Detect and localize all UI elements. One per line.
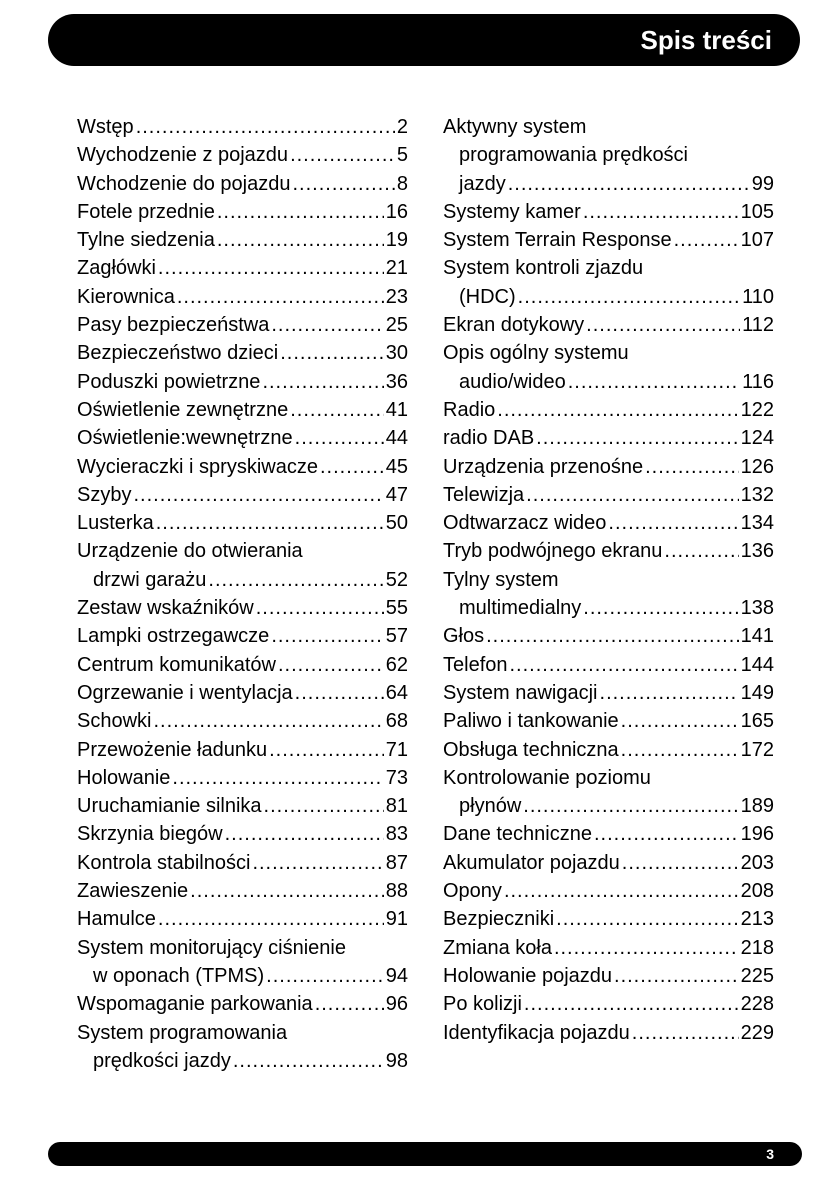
toc-dot-leader bbox=[594, 820, 739, 848]
toc-entry-title: System programowania bbox=[77, 1021, 288, 1044]
toc-page-number: 94 bbox=[385, 964, 408, 987]
toc-dot-leader bbox=[664, 537, 738, 565]
toc-dot-leader bbox=[504, 877, 739, 905]
toc-entry-title: programowania prędkości bbox=[459, 144, 689, 167]
toc-page-number: 52 bbox=[385, 568, 408, 591]
toc-entry[interactable] bbox=[443, 962, 774, 990]
toc-entry-title: Poduszki powietrzne bbox=[77, 370, 261, 393]
toc-page-number: 105 bbox=[740, 200, 774, 223]
toc-entry-title: Opony bbox=[443, 880, 502, 903]
toc-entry[interactable] bbox=[443, 651, 774, 679]
toc-entry-title: Holowanie bbox=[77, 766, 171, 789]
toc-page-number: 144 bbox=[740, 653, 774, 676]
toc-entry[interactable] bbox=[443, 736, 774, 764]
toc-entry[interactable] bbox=[443, 198, 774, 226]
toc-dot-leader bbox=[177, 283, 384, 311]
toc-entry[interactable] bbox=[443, 707, 774, 735]
toc-entry-title: Przewożenie ładunku bbox=[77, 738, 268, 761]
toc-entry[interactable] bbox=[77, 424, 408, 452]
toc-page-number: 229 bbox=[740, 1021, 774, 1044]
toc-page-number: 203 bbox=[740, 851, 774, 874]
toc-entry[interactable] bbox=[443, 254, 774, 311]
toc-entry-title: Zmiana koła bbox=[443, 936, 552, 959]
toc-entry[interactable] bbox=[443, 622, 774, 650]
toc-dot-leader bbox=[264, 792, 384, 820]
toc-page-number: 44 bbox=[385, 427, 408, 450]
toc-entry-title: Lusterka bbox=[77, 512, 154, 535]
toc-entry-title: System nawigacji bbox=[443, 681, 598, 704]
toc-entry[interactable] bbox=[77, 396, 408, 424]
toc-dot-leader bbox=[554, 934, 739, 962]
toc-dot-leader bbox=[225, 820, 384, 848]
toc-page-number: 45 bbox=[385, 455, 408, 478]
toc-dot-leader bbox=[290, 141, 395, 169]
toc-entry[interactable] bbox=[77, 764, 408, 792]
toc-dot-leader bbox=[568, 368, 740, 396]
toc-entry[interactable] bbox=[77, 792, 408, 820]
toc-entry-title: System Terrain Response bbox=[443, 229, 672, 252]
toc-dot-leader bbox=[295, 424, 384, 452]
toc-dot-leader bbox=[320, 453, 384, 481]
toc-page-number: 81 bbox=[385, 795, 408, 818]
toc-entry[interactable] bbox=[77, 651, 408, 679]
toc-dot-leader bbox=[674, 226, 739, 254]
toc-page-number: 116 bbox=[742, 370, 774, 393]
toc-page-number: 107 bbox=[740, 229, 774, 252]
toc-entry-title: Tylny system bbox=[443, 568, 559, 591]
toc-dot-leader bbox=[518, 283, 740, 311]
toc-page-number: 196 bbox=[740, 823, 774, 846]
toc-page-number: 132 bbox=[740, 483, 774, 506]
toc-page-number: 64 bbox=[385, 681, 408, 704]
toc-entry[interactable] bbox=[443, 849, 774, 877]
toc-entry-title: Urządzenia przenośne bbox=[443, 455, 644, 478]
toc-entry-title: Centrum komunikatów bbox=[77, 653, 276, 676]
toc-entry-title: Kontrolowanie poziomu bbox=[443, 766, 651, 789]
toc-dot-leader bbox=[523, 792, 738, 820]
toc-dot-leader bbox=[271, 311, 383, 339]
toc-entry-title: Odtwarzacz wideo bbox=[443, 512, 607, 535]
toc-entry[interactable] bbox=[77, 1019, 408, 1076]
toc-entry-title: Szyby bbox=[77, 483, 132, 506]
toc-page-number: 62 bbox=[385, 653, 408, 676]
toc-page-number: 149 bbox=[740, 681, 774, 704]
toc-entry-title: Ekran dotykowy bbox=[443, 314, 585, 337]
toc-entry[interactable] bbox=[443, 509, 774, 537]
toc-page-number: 126 bbox=[740, 455, 774, 478]
toc-entry-title: Identyfikacja pojazdu bbox=[443, 1021, 630, 1044]
toc-dot-leader bbox=[208, 566, 383, 594]
toc-entry-title: Obsługa techniczna bbox=[443, 738, 619, 761]
toc-right-column bbox=[443, 113, 774, 1047]
toc-entry-title: Holowanie pojazdu bbox=[443, 964, 613, 987]
toc-entry-title: Oświetlenie:wewnętrzne bbox=[77, 427, 293, 450]
toc-page-number: 68 bbox=[385, 710, 408, 733]
toc-entry-title: Fotele przednie bbox=[77, 200, 215, 223]
toc-entry-title: Kontrola stabilności bbox=[77, 851, 251, 874]
toc-page-number: 83 bbox=[385, 823, 408, 846]
toc-entry[interactable] bbox=[443, 424, 774, 452]
toc-page-number: 57 bbox=[385, 625, 408, 648]
toc-entry-title: System kontroli zjazdu bbox=[443, 257, 644, 280]
toc-entry[interactable] bbox=[77, 537, 408, 594]
toc-entry[interactable] bbox=[443, 905, 774, 933]
toc-page-number: 71 bbox=[385, 738, 408, 761]
toc-dot-leader bbox=[153, 707, 383, 735]
toc-dot-leader bbox=[262, 368, 383, 396]
toc-dot-leader bbox=[158, 254, 384, 282]
toc-dot-leader bbox=[632, 1019, 739, 1047]
page-number: 3 bbox=[766, 1146, 774, 1162]
toc-dot-leader bbox=[217, 198, 384, 226]
toc-page-number: 50 bbox=[385, 512, 408, 535]
toc-dot-leader bbox=[252, 849, 383, 877]
toc-dot-leader bbox=[233, 1047, 384, 1075]
toc-page-number: 23 bbox=[385, 285, 408, 308]
toc-dot-leader bbox=[497, 396, 738, 424]
toc-dot-leader bbox=[256, 594, 384, 622]
toc-entry[interactable] bbox=[443, 396, 774, 424]
toc-entry-title: Wchodzenie do pojazdu bbox=[77, 172, 291, 195]
toc-entry-title: Wycieraczki i spryskiwacze bbox=[77, 455, 318, 478]
toc-entry-title: Radio bbox=[443, 398, 496, 421]
toc-entry[interactable] bbox=[77, 311, 408, 339]
toc-page-number: 172 bbox=[740, 738, 774, 761]
toc-entry-title: płynów bbox=[459, 795, 522, 818]
toc-dot-leader bbox=[271, 622, 383, 650]
toc-dot-leader bbox=[172, 764, 383, 792]
toc-entry-title: Dane techniczne bbox=[443, 823, 592, 846]
toc-page-number: 19 bbox=[385, 229, 408, 252]
toc-entry[interactable] bbox=[77, 141, 408, 169]
toc-entry-title: Akumulator pojazdu bbox=[443, 851, 620, 874]
toc-dot-leader bbox=[614, 962, 739, 990]
toc-entry-title: System monitorujący ciśnienie bbox=[77, 936, 346, 959]
toc-entry[interactable] bbox=[443, 820, 774, 848]
toc-page-number: 141 bbox=[740, 625, 774, 648]
toc-dot-leader bbox=[622, 849, 739, 877]
toc-page-number: 124 bbox=[740, 427, 774, 450]
toc-dot-leader bbox=[136, 113, 395, 141]
toc-entry-title: Schowki bbox=[77, 710, 152, 733]
toc-dot-leader bbox=[156, 509, 384, 537]
toc-dot-leader bbox=[280, 339, 384, 367]
toc-page-number: 73 bbox=[385, 766, 408, 789]
toc-page-number: 47 bbox=[385, 483, 408, 506]
toc-entry[interactable] bbox=[77, 283, 408, 311]
toc-dot-leader bbox=[315, 990, 384, 1018]
toc-entry[interactable] bbox=[77, 113, 408, 141]
toc-page-number: 87 bbox=[385, 851, 408, 874]
toc-page-number: 225 bbox=[740, 964, 774, 987]
toc-page-number: 16 bbox=[385, 200, 408, 223]
toc-page-number: 2 bbox=[396, 116, 408, 138]
toc-dot-leader bbox=[586, 311, 740, 339]
toc-dot-leader bbox=[536, 424, 738, 452]
toc-entry-title: prędkości jazdy bbox=[93, 1049, 231, 1072]
toc-dot-leader bbox=[158, 905, 384, 933]
toc-page-number: 21 bbox=[385, 257, 408, 280]
toc-entry[interactable] bbox=[77, 736, 408, 764]
toc-dot-leader bbox=[269, 736, 384, 764]
toc-entry-title: Wychodzenie z pojazdu bbox=[77, 144, 289, 167]
toc-entry[interactable] bbox=[77, 877, 408, 905]
toc-dot-leader bbox=[608, 509, 738, 537]
toc-dot-leader bbox=[508, 170, 750, 198]
toc-entry[interactable] bbox=[77, 368, 408, 396]
toc-page-number: 96 bbox=[385, 993, 408, 1016]
toc-page-number: 36 bbox=[385, 370, 408, 393]
toc-dot-leader bbox=[583, 594, 738, 622]
toc-entry-title: Bezpieczeństwo dzieci bbox=[77, 342, 279, 365]
toc-page-number: 99 bbox=[751, 172, 774, 195]
toc-entry-title: Po kolizji bbox=[443, 993, 522, 1016]
toc-page-number: 213 bbox=[740, 908, 774, 931]
toc-page-number: 228 bbox=[740, 993, 774, 1016]
toc-entry[interactable] bbox=[443, 311, 774, 339]
toc-entry[interactable] bbox=[443, 566, 774, 623]
toc-entry[interactable] bbox=[443, 679, 774, 707]
toc-entry[interactable] bbox=[443, 339, 774, 396]
toc-dot-leader bbox=[556, 905, 738, 933]
toc-entry[interactable] bbox=[77, 820, 408, 848]
toc-dot-leader bbox=[600, 679, 739, 707]
toc-entry[interactable] bbox=[443, 226, 774, 254]
toc-page-number: 112 bbox=[742, 314, 774, 337]
toc-entry[interactable] bbox=[77, 509, 408, 537]
toc-entry[interactable] bbox=[77, 707, 408, 735]
toc-entry[interactable] bbox=[443, 934, 774, 962]
toc-dot-leader bbox=[621, 736, 739, 764]
toc-entry-title: jazdy bbox=[459, 172, 506, 195]
toc-entry-title: Systemy kamer bbox=[443, 200, 581, 223]
toc-page-number: 165 bbox=[740, 710, 774, 733]
toc-entry[interactable] bbox=[77, 990, 408, 1018]
toc-entry-title: (HDC) bbox=[459, 285, 516, 308]
toc-dot-leader bbox=[583, 198, 739, 226]
toc-entry[interactable] bbox=[77, 170, 408, 198]
toc-entry-title: Aktywny system bbox=[443, 116, 587, 138]
toc-dot-leader bbox=[645, 453, 739, 481]
toc-entry[interactable] bbox=[443, 764, 774, 821]
toc-entry-title: Telefon bbox=[443, 653, 508, 676]
toc-page-number: 136 bbox=[740, 540, 774, 563]
toc-entry[interactable] bbox=[77, 622, 408, 650]
toc-dot-leader bbox=[292, 170, 394, 198]
toc-page-number: 134 bbox=[740, 512, 774, 535]
toc-entry-title: Zawieszenie bbox=[77, 880, 189, 903]
toc-page-number: 189 bbox=[740, 795, 774, 818]
toc-page-number: 5 bbox=[396, 144, 408, 167]
toc-page-number: 98 bbox=[385, 1049, 408, 1072]
toc-page-number: 88 bbox=[385, 880, 408, 903]
toc-entry[interactable] bbox=[77, 226, 408, 254]
toc-dot-leader bbox=[190, 877, 384, 905]
toc-page-number: 8 bbox=[396, 172, 408, 195]
toc-entry[interactable] bbox=[77, 254, 408, 282]
toc-page-number: 55 bbox=[385, 597, 408, 620]
toc-entry-title: Uruchamianie silnika bbox=[77, 795, 262, 818]
toc-entry[interactable] bbox=[443, 481, 774, 509]
toc-entry-title: Wstęp bbox=[77, 116, 134, 138]
toc-page-number: 138 bbox=[740, 597, 774, 620]
toc-dot-leader bbox=[526, 481, 738, 509]
toc-entry-title: Hamulce bbox=[77, 908, 156, 931]
toc-entry[interactable] bbox=[443, 877, 774, 905]
toc-entry-title: Oświetlenie zewnętrzne bbox=[77, 398, 289, 421]
toc-page-number: 218 bbox=[740, 936, 774, 959]
toc-entry[interactable] bbox=[443, 990, 774, 1018]
toc-page-number: 110 bbox=[742, 285, 774, 308]
toc-entry[interactable] bbox=[77, 481, 408, 509]
toc-page-number: 208 bbox=[740, 880, 774, 903]
toc-page-number: 41 bbox=[385, 398, 408, 421]
toc-entry[interactable] bbox=[77, 594, 408, 622]
toc-dot-leader bbox=[621, 707, 739, 735]
toc-dot-leader bbox=[290, 396, 384, 424]
toc-entry-title: Lampki ostrzegawcze bbox=[77, 625, 270, 648]
toc-entry-title: Tylne siedzenia bbox=[77, 229, 215, 252]
toc-entry[interactable] bbox=[443, 537, 774, 565]
toc-entry-title: Skrzynia biegów bbox=[77, 823, 223, 846]
toc-entry[interactable] bbox=[77, 905, 408, 933]
footer-bar bbox=[48, 1142, 802, 1166]
toc-entry[interactable] bbox=[77, 849, 408, 877]
toc-page-number: 122 bbox=[740, 398, 774, 421]
toc-entry[interactable] bbox=[77, 198, 408, 226]
toc-entry[interactable] bbox=[77, 339, 408, 367]
toc-page-number: 30 bbox=[385, 342, 408, 365]
header-bar bbox=[48, 14, 800, 66]
toc-entry-title: w oponach (TPMS) bbox=[93, 964, 265, 987]
toc-dot-leader bbox=[133, 481, 383, 509]
toc-entry-title: drzwi garażu bbox=[93, 568, 207, 591]
toc-entry[interactable] bbox=[443, 113, 774, 198]
toc-entry-title: Opis ogólny systemu bbox=[443, 342, 629, 365]
toc-entry-title: Urządzenie do otwierania bbox=[77, 540, 303, 563]
toc-entry[interactable] bbox=[77, 679, 408, 707]
toc-entry[interactable] bbox=[77, 453, 408, 481]
toc-entry-title: Głos bbox=[443, 625, 485, 648]
toc-entry[interactable] bbox=[77, 934, 408, 991]
page-title: Spis treści bbox=[640, 25, 772, 55]
toc-entry-title: audio/wideo bbox=[459, 370, 566, 393]
toc-dot-leader bbox=[217, 226, 384, 254]
toc-entry-title: Paliwo i tankowanie bbox=[443, 710, 619, 733]
toc-dot-leader bbox=[510, 651, 739, 679]
toc-entry[interactable] bbox=[443, 453, 774, 481]
toc-entry-title: Telewizja bbox=[443, 483, 525, 506]
toc-entry-title: Ogrzewanie i wentylacja bbox=[77, 681, 293, 704]
toc-page-number: 25 bbox=[385, 314, 408, 337]
toc-entry-title: Kierownica bbox=[77, 285, 175, 308]
toc-dot-leader bbox=[295, 679, 384, 707]
toc-entry-title: Pasy bezpieczeństwa bbox=[77, 314, 270, 337]
toc-entry-title: multimedialny bbox=[459, 597, 582, 620]
toc-entry-title: Bezpieczniki bbox=[443, 908, 555, 931]
toc-dot-leader bbox=[266, 962, 384, 990]
toc-entry-title: Wspomaganie parkowania bbox=[77, 993, 313, 1016]
toc-entry-title: Zagłówki bbox=[77, 257, 156, 280]
toc-entry-title: radio DAB bbox=[443, 427, 535, 450]
toc-entry[interactable] bbox=[443, 1019, 774, 1047]
toc-dot-leader bbox=[278, 651, 384, 679]
toc-page-number: 91 bbox=[385, 908, 408, 931]
toc-left-column bbox=[77, 113, 408, 1075]
toc-dot-leader bbox=[486, 622, 739, 650]
toc-entry-title: Zestaw wskaźników bbox=[77, 597, 254, 620]
toc-dot-leader bbox=[524, 990, 739, 1018]
toc-entry-title: Tryb podwójnego ekranu bbox=[443, 540, 663, 563]
